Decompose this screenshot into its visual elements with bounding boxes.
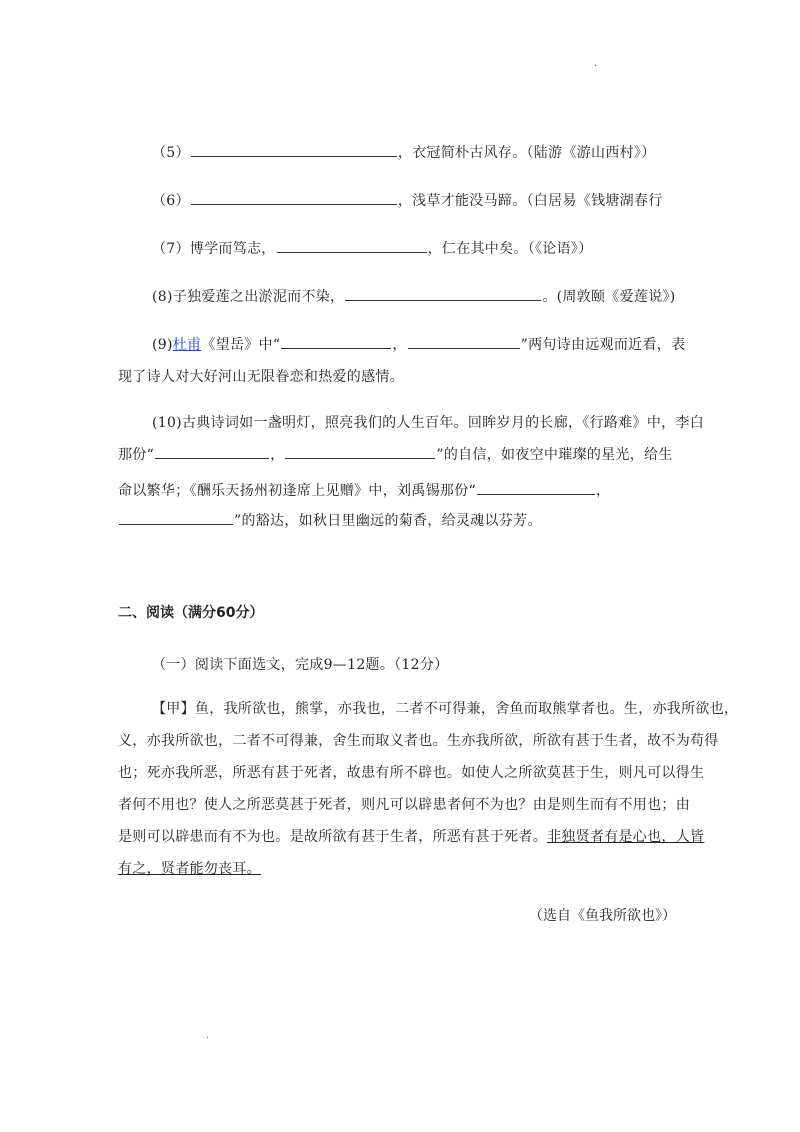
q10-answer-blank-1[interactable] (155, 444, 269, 459)
q9-number: (9) (152, 337, 173, 353)
q8-answer-blank[interactable] (345, 286, 541, 301)
q5-number: （5） (152, 145, 190, 161)
section-heading-reading: 二、阅读（满分60分） (118, 605, 264, 621)
q6-answer-blank[interactable] (191, 190, 397, 205)
q10-line3-post: ， (595, 483, 611, 499)
q8-text-after: 。(周敦颐《爱莲说》) (542, 289, 676, 305)
passage-jia (118, 698, 739, 878)
q10-line2-pre: 那份“ (118, 447, 155, 463)
q9-author-link[interactable]: 杜甫 (172, 337, 202, 353)
passage-line-5: 是则可以辟患而有不为也。是故所欲有甚于生者，所恶有甚于死者。 (118, 829, 547, 845)
question-7 (152, 238, 593, 258)
question-5 (152, 142, 656, 162)
q10-line-1: (10)古典诗词如一盏明灯，照亮我们的人生百年。回眸岁月的长廊，《行路难》中，李白 (152, 415, 705, 431)
q9-text-mid: 《望岳》中“ (201, 337, 281, 353)
passage-underlined-sentence: 非独贤者有是心也，人皆 (547, 829, 705, 845)
question-10 (118, 412, 705, 532)
passage-line-3: 也；死亦我所恶，所恶有甚于死者，故患有所不辟也。如使人之所欲莫甚于生，则凡可以得生 (118, 765, 705, 781)
q10-line2-comma: ， (270, 447, 285, 463)
q6-text: ，浅草才能没马蹄。（白居易《钱塘湖春行 (397, 193, 663, 209)
q10-answer-blank-4[interactable] (119, 510, 233, 525)
question-9 (118, 334, 688, 394)
q9-line-2: 现了诗人对大好河山无限眷恋和热爱的感情。 (118, 369, 404, 385)
q7-answer-blank[interactable] (277, 238, 427, 253)
q10-line4-post: ”的豁达，如秋日里幽远的菊香，给灵魂以芬芳。 (234, 513, 542, 529)
q7-text-after: ，仁在其中矣。（《论语》） (427, 241, 593, 257)
q9-answer-blank-2[interactable] (408, 334, 520, 349)
passage-line-1: 【甲】鱼，我所欲也，熊掌，亦我也，二者不可得兼，舍鱼而取熊掌者也。生，亦我所欲也， (152, 701, 739, 717)
question-6 (152, 190, 663, 210)
q7-text-before: （7）博学而笃志， (152, 241, 276, 257)
q10-answer-blank-3[interactable] (477, 480, 595, 495)
passage-source: （选自《鱼我所欲也》） (529, 908, 676, 924)
q9-answer-blank-1[interactable] (281, 334, 391, 349)
q5-text: ，衣冠简朴古风存。（陆游《游山西村》） (397, 145, 656, 161)
passage-underlined-sentence-end: 有之，贤者能勿丧耳。 (118, 861, 261, 877)
q9-text-after: ”两句诗由远观而近看，表 (520, 337, 686, 353)
reading-instruction: （一）阅读下面选文，完成9—12题。（12分） (152, 657, 449, 673)
passage-line-4: 者何不用也？使人之所恶莫甚于死者，则凡可以辟患者何不为也？由是则生而有不用也；由 (118, 797, 690, 813)
q6-number: （6） (152, 193, 190, 209)
page-dot-top: . (594, 58, 598, 69)
question-8 (152, 286, 676, 306)
q10-line2-post: ”的自信，如夜空中璀璨的星光，给生 (436, 447, 673, 463)
q10-line3-pre: 命以繁华；《酬乐天扬州初逢席上见赠》中，刘禹锡那份“ (118, 483, 476, 499)
q9-comma: ， (392, 337, 407, 353)
q10-answer-blank-2[interactable] (285, 444, 435, 459)
page-dot-bottom: . (206, 1030, 210, 1041)
q5-answer-blank[interactable] (191, 142, 397, 157)
q8-text-before: (8)子独爱莲之出淤泥而不染， (152, 289, 345, 305)
passage-line-2: 义，亦我所欲也，二者不可得兼，舍生而取义者也。生亦我所欲，所欲有甚于生者，故不为苟得 (118, 733, 719, 749)
